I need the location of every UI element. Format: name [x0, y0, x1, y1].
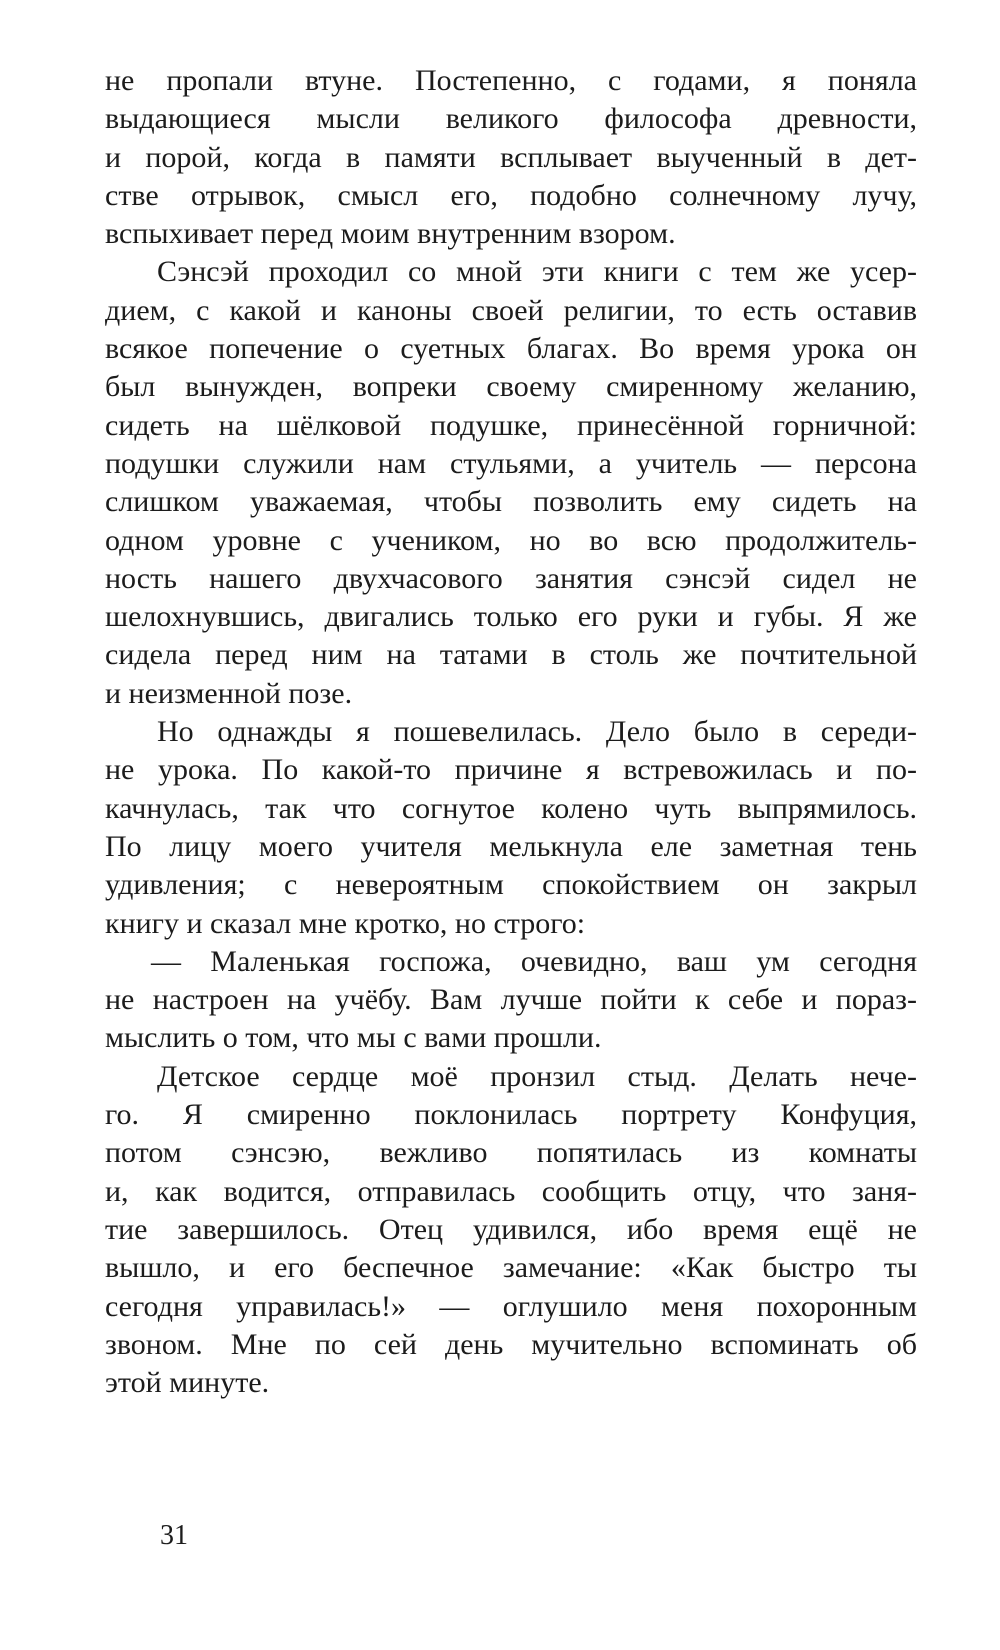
text-line: го. Я смиренно поклонилась портрету Конфуция,: [105, 1098, 917, 1132]
text-line: шелохнувшись, двигались только его руки и губы. Я же: [105, 600, 917, 634]
text-line: вспыхивает перед моим внутренним взором.: [105, 217, 676, 251]
text-line: сегодня управилась!» — оглушило меня похоронным: [105, 1289, 917, 1323]
text-line: Детское сердце моё пронзил стыд. Делать нече-: [157, 1059, 917, 1093]
paragraph-5: [105, 1058, 917, 1403]
text-line: ность нашего двухчасового занятия сэнсэй сидел не: [105, 561, 917, 595]
text-line: тие завершилось. Отец удивился, ибо время ещё не: [105, 1212, 917, 1246]
text-line: мыслить о том, что мы с вами прошли.: [105, 1021, 602, 1055]
text-line: и неизменной позе.: [105, 676, 353, 710]
text-line: удивления; с невероятным спокойствием он закрыл: [105, 868, 917, 902]
text-line: По лицу моего учителя мелькнула еле заметная тень: [105, 829, 917, 863]
text-line: и порой, когда в памяти всплывает выученный в дет-: [105, 140, 917, 174]
text-line: потом сэнсэю, вежливо попятилась из комнаты: [105, 1136, 917, 1170]
text-line: вышло, и его беспечное замечание: «Как быстро ты: [105, 1251, 917, 1285]
paragraph-4-dialog: [105, 943, 917, 1058]
text-line: звоном. Мне по сей день мучительно вспоминать об: [105, 1327, 917, 1361]
text-line: стве отрывок, смысл его, подобно солнечному лучу,: [105, 178, 917, 212]
text-line: этой минуте.: [105, 1366, 270, 1400]
text-line: не пропали втуне. Постепенно, с годами, я поняла: [105, 64, 917, 97]
text-line: слишком уважаемая, чтобы позволить ему сидеть на: [105, 485, 917, 519]
text-line: — Маленькая госпожа, очевидно, ваш ум сегодня: [151, 944, 917, 978]
text-line: дием, с какой и каноны своей религии, то есть оставив: [105, 293, 917, 327]
text-line: одном уровне с учеником, но во всю продолжитель-: [105, 523, 917, 557]
text-line: не настроен на учёбу. Вам лучше пойти к себе и пораз-: [105, 983, 917, 1017]
body-text: [105, 62, 917, 1402]
text-line: был вынужден, вопреки своему смиренному желанию,: [105, 370, 917, 404]
text-line: выдающиеся мысли великого философа древности,: [105, 102, 917, 136]
text-line: сидела перед ним на татами в столь же почтительной: [105, 638, 917, 672]
text-line: Сэнсэй проходил со мной эти книги с тем же усер-: [157, 255, 917, 289]
text-line: качнулась, так что согнутое колено чуть выпрямилось.: [105, 791, 917, 825]
text-line: и, как водится, отправилась сообщить отцу, что заня-: [105, 1174, 917, 1208]
page-number: 31: [160, 1520, 188, 1551]
text-line: всякое попечение о суетных благах. Во время урока он: [105, 332, 917, 366]
text-line: подушки служили нам стульями, а учитель — персона: [105, 446, 917, 480]
paragraph-1: [105, 62, 917, 253]
paragraph-3: [105, 713, 917, 943]
paragraph-2: [105, 253, 917, 713]
text-line: книгу и сказал мне кротко, но строго:: [105, 906, 586, 940]
text-line: не урока. По какой-то причине я встревожилась и по-: [105, 753, 917, 787]
text-line: Но однажды я пошевелилась. Дело было в середи-: [157, 715, 917, 749]
text-line: сидеть на шёлковой подушке, принесённой горничной:: [105, 408, 917, 442]
